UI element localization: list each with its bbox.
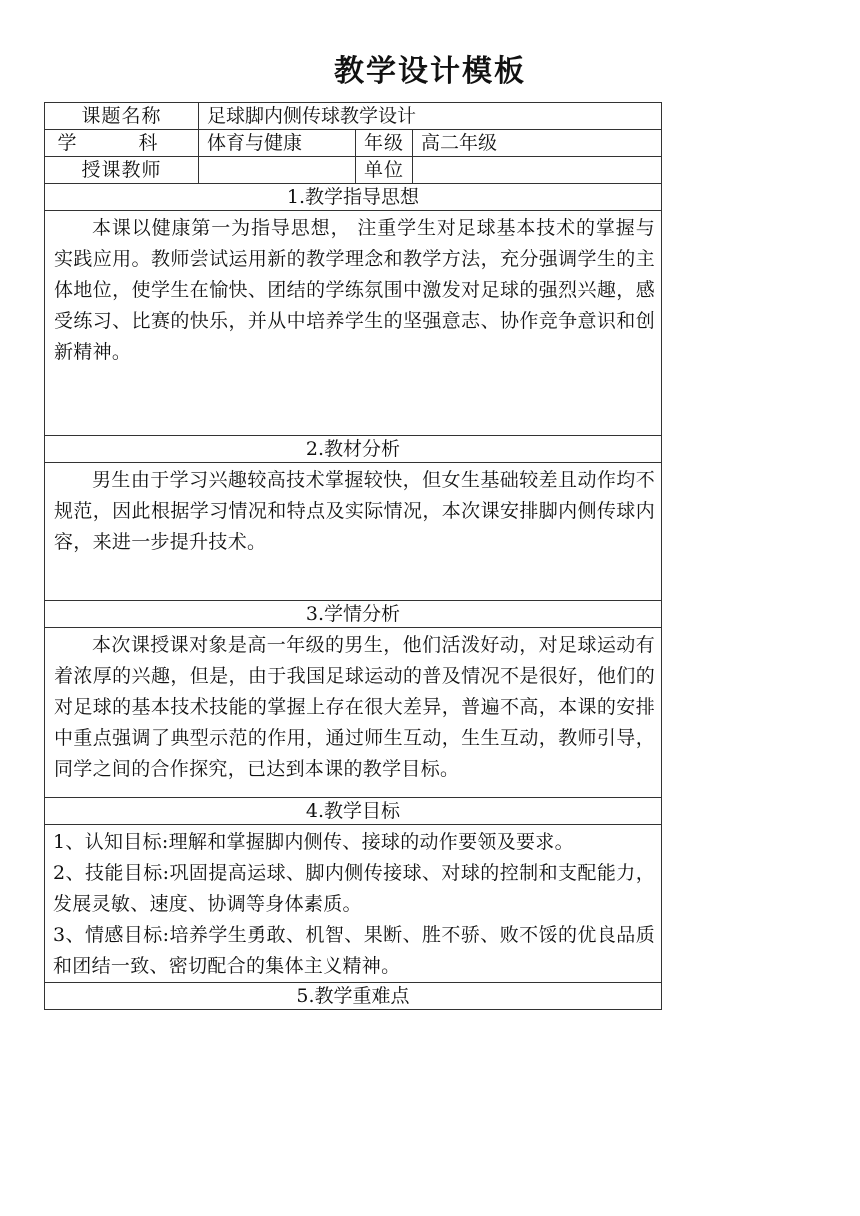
section-body-guiding-thought: [45, 211, 662, 436]
section-body-student-analysis: [45, 628, 662, 798]
subject-row: [45, 130, 662, 157]
section-body-row: [45, 211, 662, 436]
section-heading-guiding-thought: 1.教学指导思想: [45, 184, 662, 211]
section-heading-row: [45, 983, 662, 1010]
teacher-row: [45, 157, 662, 184]
section-body-row: [45, 628, 662, 798]
guiding-thought-text: 本课以健康第一为指导思想， 注重学生对足球基本技术的掌握与实践应用。教师尝试运用新的教学理念和教学方法，充分强调学生的主体地位，使学生在愉快、团结的学练氛围中激发对足球的强烈兴趣，感受练习、比赛的快乐，并从中培养学生的坚强意志、协作竞争意识和创新精神。: [54, 217, 655, 363]
goal-affective: 3、情感目标:培养学生勇敢、机智、果断、胜不骄、败不馁的优良品质和团结一致、密切配合的集体主义精神。: [53, 924, 655, 977]
topic-label: 课题名称: [45, 103, 199, 130]
subject-label: [45, 130, 199, 157]
grade-label: 年级: [356, 130, 413, 157]
section-body-material-analysis: [45, 463, 662, 601]
section-body-teaching-goals: [45, 825, 662, 983]
section-heading-teaching-goals: 4.教学目标: [45, 798, 662, 825]
section-heading-row: [45, 798, 662, 825]
goal-cognitive: 1、认知目标:理解和掌握脚内侧传、接球的动作要领及要求。: [53, 831, 574, 853]
document-title: 教学设计模板: [334, 54, 526, 89]
unit-label: 单位: [356, 157, 413, 184]
section-heading-material-analysis: 2.教材分析: [45, 436, 662, 463]
section-heading-key-difficulties: 5.教学重难点: [45, 983, 662, 1010]
section-heading-row: [45, 601, 662, 628]
section-heading-row: [45, 436, 662, 463]
section-body-row: [45, 825, 662, 983]
lesson-plan-table: [44, 102, 662, 1010]
topic-value: 足球脚内侧传球教学设计: [199, 103, 662, 130]
section-heading-row: [45, 184, 662, 211]
subject-value: 体育与健康: [199, 130, 356, 157]
grade-value: 高二年级: [413, 130, 662, 157]
student-analysis-text: 本次课授课对象是高一年级的男生，他们活泼好动，对足球运动有着浓厚的兴趣，但是，由于我国足球运动的普及情况不是很好，他们的对足球的基本技术技能的掌握上存在很大差异，普遍不高，本课的安排中重点强调了典型示范的作用，通过师生互动，生生互动，教师引导，同学之间的合作探究，已达到本课的教学目标。: [54, 634, 655, 780]
teacher-label: 授课教师: [45, 157, 199, 184]
goal-skill: 2、技能目标:巩固提高运球、脚内侧传接球、对球的控制和支配能力，发展灵敏、速度、协调等身体素质。: [53, 862, 655, 915]
section-body-row: [45, 463, 662, 601]
teacher-value: [199, 157, 356, 184]
material-analysis-text: 男生由于学习兴趣较高技术掌握较快，但女生基础较差且动作均不规范，因此根据学习情况和特点及实际情况，本次课安排脚内侧传球内容，来进一步提升技术。: [54, 469, 655, 553]
subject-label-text: 学 科: [57, 132, 186, 154]
section-heading-student-analysis: 3.学情分析: [45, 601, 662, 628]
topic-row: [45, 103, 662, 130]
unit-value: [413, 157, 662, 184]
